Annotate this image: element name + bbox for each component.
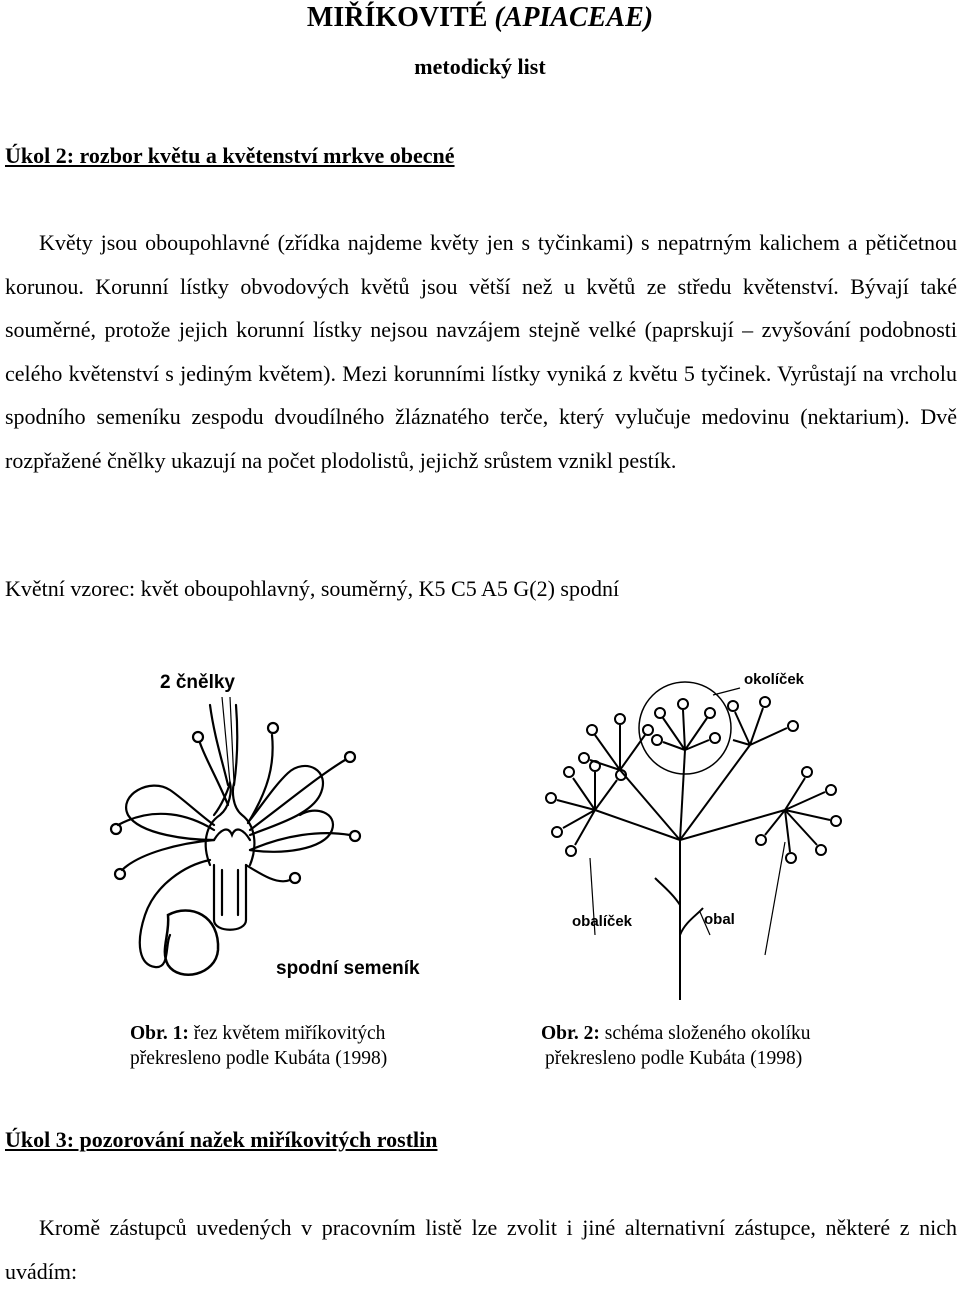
figure2-caption-number: Obr. 2: (541, 1023, 600, 1044)
page-subtitle: metodický list (414, 54, 546, 79)
figure1-caption-number: Obr. 1: (130, 1023, 189, 1044)
figure2-caption-text: schéma složeného okolíku (599, 1023, 811, 1044)
task2-heading: Úkol 2: rozbor květu a květenství mrkve obecné (5, 143, 455, 168)
label-styles: 2 čnělky (160, 672, 235, 693)
task3-paragraph (5, 1206, 957, 1293)
figure2-caption (541, 1021, 811, 1071)
figure1-flower-section (110, 665, 440, 995)
figure2-caption-source: překresleno podle Kubáta (1998) (545, 1048, 803, 1069)
label-inferior-ovary: spodní semeník (276, 958, 420, 979)
label-umbellet: okolíček (744, 671, 805, 688)
title-main: MIŘÍKOVITÉ (306, 2, 488, 33)
figure2-compound-umbel (535, 660, 855, 1020)
label-involucel: obalíček (572, 913, 633, 930)
title-latin: (APIACEAE) (494, 2, 654, 33)
figure1-caption (130, 1021, 387, 1071)
task2-paragraph (5, 221, 957, 483)
label-involucre: obal (704, 911, 735, 928)
floral-formula: Květní vzorec: květ oboupohlavný, souměrný, K5 C5 A5 G(2) spodní (5, 576, 620, 601)
task2-paragraph-text: Květy jsou oboupohlavné (zřídka najdeme květy jen s tyčinkami) s nepatrným kalichem a pětičetnou korunou. Korunní lístky obvodových květů jsou větší než u květů ze středu květenství. Bývají také souměrné, protože jejich korunní lístky nejsou navzájem stejně velké (paprskují – zvyšování podobnosti celého květenství s jediným květem). Mezi korunními lístky vyniká z květu 5 tyčinek. Vyrůstají na vrcholu spodního semeníku zespodu dvoudílného žláznatého terče, který vylučuje medovinu (nektarium). Dvě rozpřažené čnělky ukazují na počet plodolistů, jejichž srůstem vznikl pestík. (5, 230, 957, 473)
page-title (0, 2, 960, 34)
task3-heading: Úkol 3: pozorování nažek miříkovitých rostlin (5, 1127, 438, 1152)
figure1-caption-text: řez květem miříkovitých (188, 1023, 386, 1044)
task3-paragraph-text: Kromě zástupců uvedených v pracovním listě lze zvolit i jiné alternativní zástupce, některé z nich uvádím: (5, 1215, 957, 1284)
figure1-caption-source: překresleno podle Kubáta (1998) (130, 1048, 388, 1069)
